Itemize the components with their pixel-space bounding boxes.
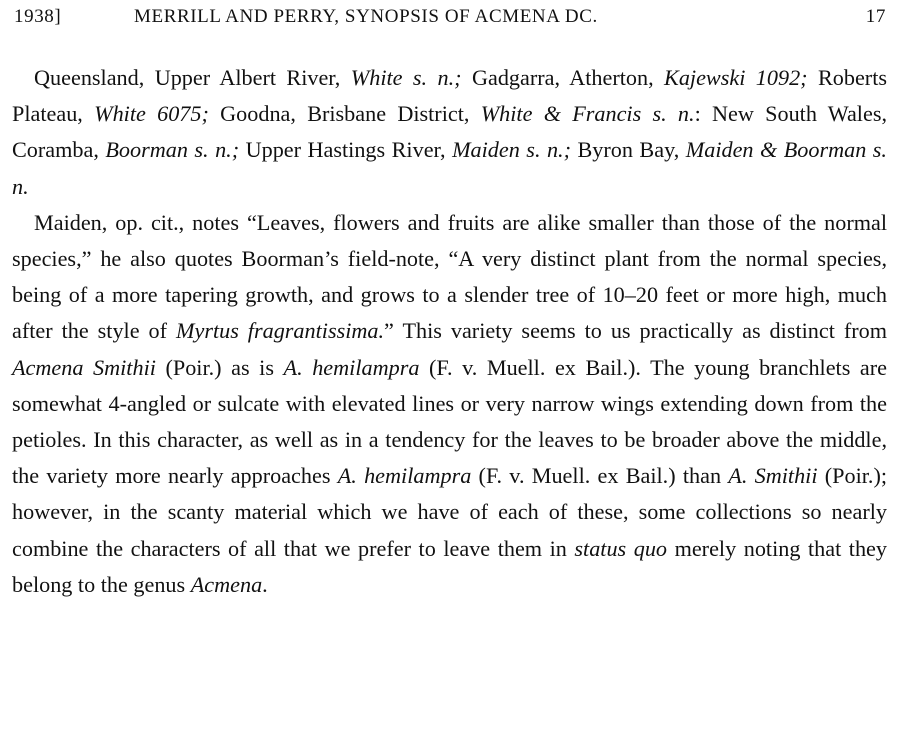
text-run: Goodna, Brisbane District,	[208, 101, 481, 127]
text-run: ” This variety seems to us practically as distinct from	[384, 318, 887, 344]
text-run: (F. v. Muell. ex Bail.). The young branchlets are somewhat 4-angled or sulcate with elevated lines or very narrow wings extending down from the petioles. In this character, as well as in a tendency for the leaves to be broader above the middle, the variety more nearly approaches	[12, 354, 888, 489]
text-run: Queensland, Upper Albert River,	[34, 65, 351, 90]
text-run: .	[262, 571, 268, 597]
taxon-name: A. hemilampra	[283, 354, 420, 380]
text-run: Byron Bay,	[571, 137, 686, 163]
paragraph-specimens	[12, 60, 887, 205]
header-year: 1938]	[14, 6, 62, 27]
specimen-citation: White s. n.;	[350, 65, 462, 90]
text-run: Upper Hastings River,	[239, 137, 453, 163]
text-run: Gadgarra, Atherton,	[461, 65, 665, 90]
specimen-citation: Maiden & Boorman s. n.	[12, 137, 887, 199]
taxon-name: Acmena Smithii	[12, 354, 156, 380]
header-title: MERRILL AND PERRY, SYNOPSIS OF ACMENA DC.	[134, 6, 598, 27]
text-run: merely noting that they belong to the genus	[12, 535, 887, 597]
specimen-citation: Kajewski 1092;	[664, 65, 808, 90]
taxon-name: A. Smithii	[728, 463, 818, 489]
paragraph-discussion	[12, 205, 887, 603]
text-run: Roberts Plateau,	[12, 65, 887, 127]
text-run: (Poir.); however, in the scanty material which we have of each of these, some collections so nearly combine the characters of all that we prefer to leave them in	[12, 463, 888, 561]
specimen-citation: Boorman s. n.;	[105, 137, 240, 163]
taxon-name: A. hemilampra	[337, 463, 472, 489]
taxon-name: Myrtus fragrantissima.	[175, 318, 385, 344]
latin-phrase: status quo	[574, 535, 668, 561]
text-run: Maiden, op. cit., notes “Leaves, flowers and fruits are alike smaller than those of the normal species,” he also quotes Boorman’s field-note, “A very distinct plant from the normal species, being of a more tapering growth, and grows to a slender tree of 10–20 feet or more high, much after the style of	[12, 209, 887, 344]
specimen-citation: Maiden s. n.;	[452, 137, 571, 163]
running-header	[14, 6, 886, 36]
taxon-name: Acmena	[190, 571, 263, 597]
text-run: (F. v. Muell. ex Bail.) than	[471, 463, 729, 489]
text-run: (Poir.) as is	[155, 354, 284, 380]
text-run: : New South Wales, Coramba,	[12, 101, 887, 163]
body-text	[12, 60, 887, 603]
header-page-number: 17	[865, 6, 886, 27]
specimen-citation: White & Francis s. n.	[480, 101, 695, 127]
specimen-citation: White 6075;	[94, 101, 209, 127]
